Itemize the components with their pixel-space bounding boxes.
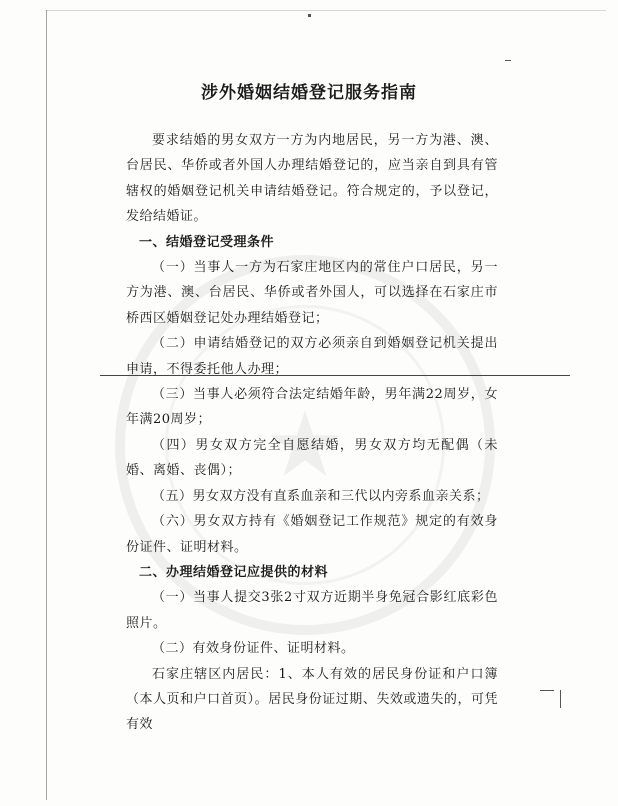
scan-edge-top xyxy=(46,10,606,11)
scan-speck xyxy=(505,60,511,61)
section-1-item: （三）当事人必须符合法定结婚年龄，男年满22周岁，女年满20周岁； xyxy=(126,387,498,428)
intro-paragraph: 要求结婚的男女双方一方为内地居民，另一方为港、澳、台居民、华侨或者外国人办理结婚登记的，应当亲自到具有管辖权的婚姻登记机关申请结婚登记。符合规定的，予以登记，发给结婚证。 xyxy=(126,133,498,225)
section-1-heading: 一、结婚登记受理条件 xyxy=(139,234,275,250)
section-2-heading: 二、办理结婚登记应提供的材料 xyxy=(139,564,329,580)
section-1-item: （六）男女双方持有《婚姻登记工作规范》规定的有效身份证件、证明材料。 xyxy=(126,514,498,555)
section-2-item: 石家庄辖区内居民：1、本人有效的居民身份证和户口簿（本人页和户口首页）。居民身份证过期、失效或遗失的，可凭有效 xyxy=(126,666,498,733)
section-2-item: （二）有效身份证件、证明材料。 xyxy=(152,641,355,657)
seal-star-icon: ★ xyxy=(264,392,346,498)
section-1-item: （一）当事人一方为石家庄地区内的常住户口居民，另一方为港、澳、台居民、华侨或者外国人，可以选择在石家庄市桥西区婚姻登记处办理结婚登记； xyxy=(126,260,498,326)
scan-speck xyxy=(540,690,554,691)
section-1-item: （五）男女双方没有直系血亲和三代以内旁系血亲关系； xyxy=(152,488,490,504)
section-2-item: （一）当事人提交3张2寸双方近期半身免冠合影红底彩色照片。 xyxy=(126,590,498,631)
scan-speck xyxy=(308,14,311,17)
scan-speck xyxy=(560,690,561,708)
section-1-item: （四）男女双方完全自愿结婚，男女双方均无配偶（未婚、离婚、丧偶）； xyxy=(126,437,498,479)
document-body xyxy=(126,128,498,738)
section-1-item: （二）申请结婚登记的双方必须亲自到婚姻登记机关提出申请，不得委托他人办理； xyxy=(126,336,498,377)
document-title: 涉外婚姻结婚登记服务指南 xyxy=(201,83,417,103)
scan-edge-left xyxy=(46,10,47,800)
